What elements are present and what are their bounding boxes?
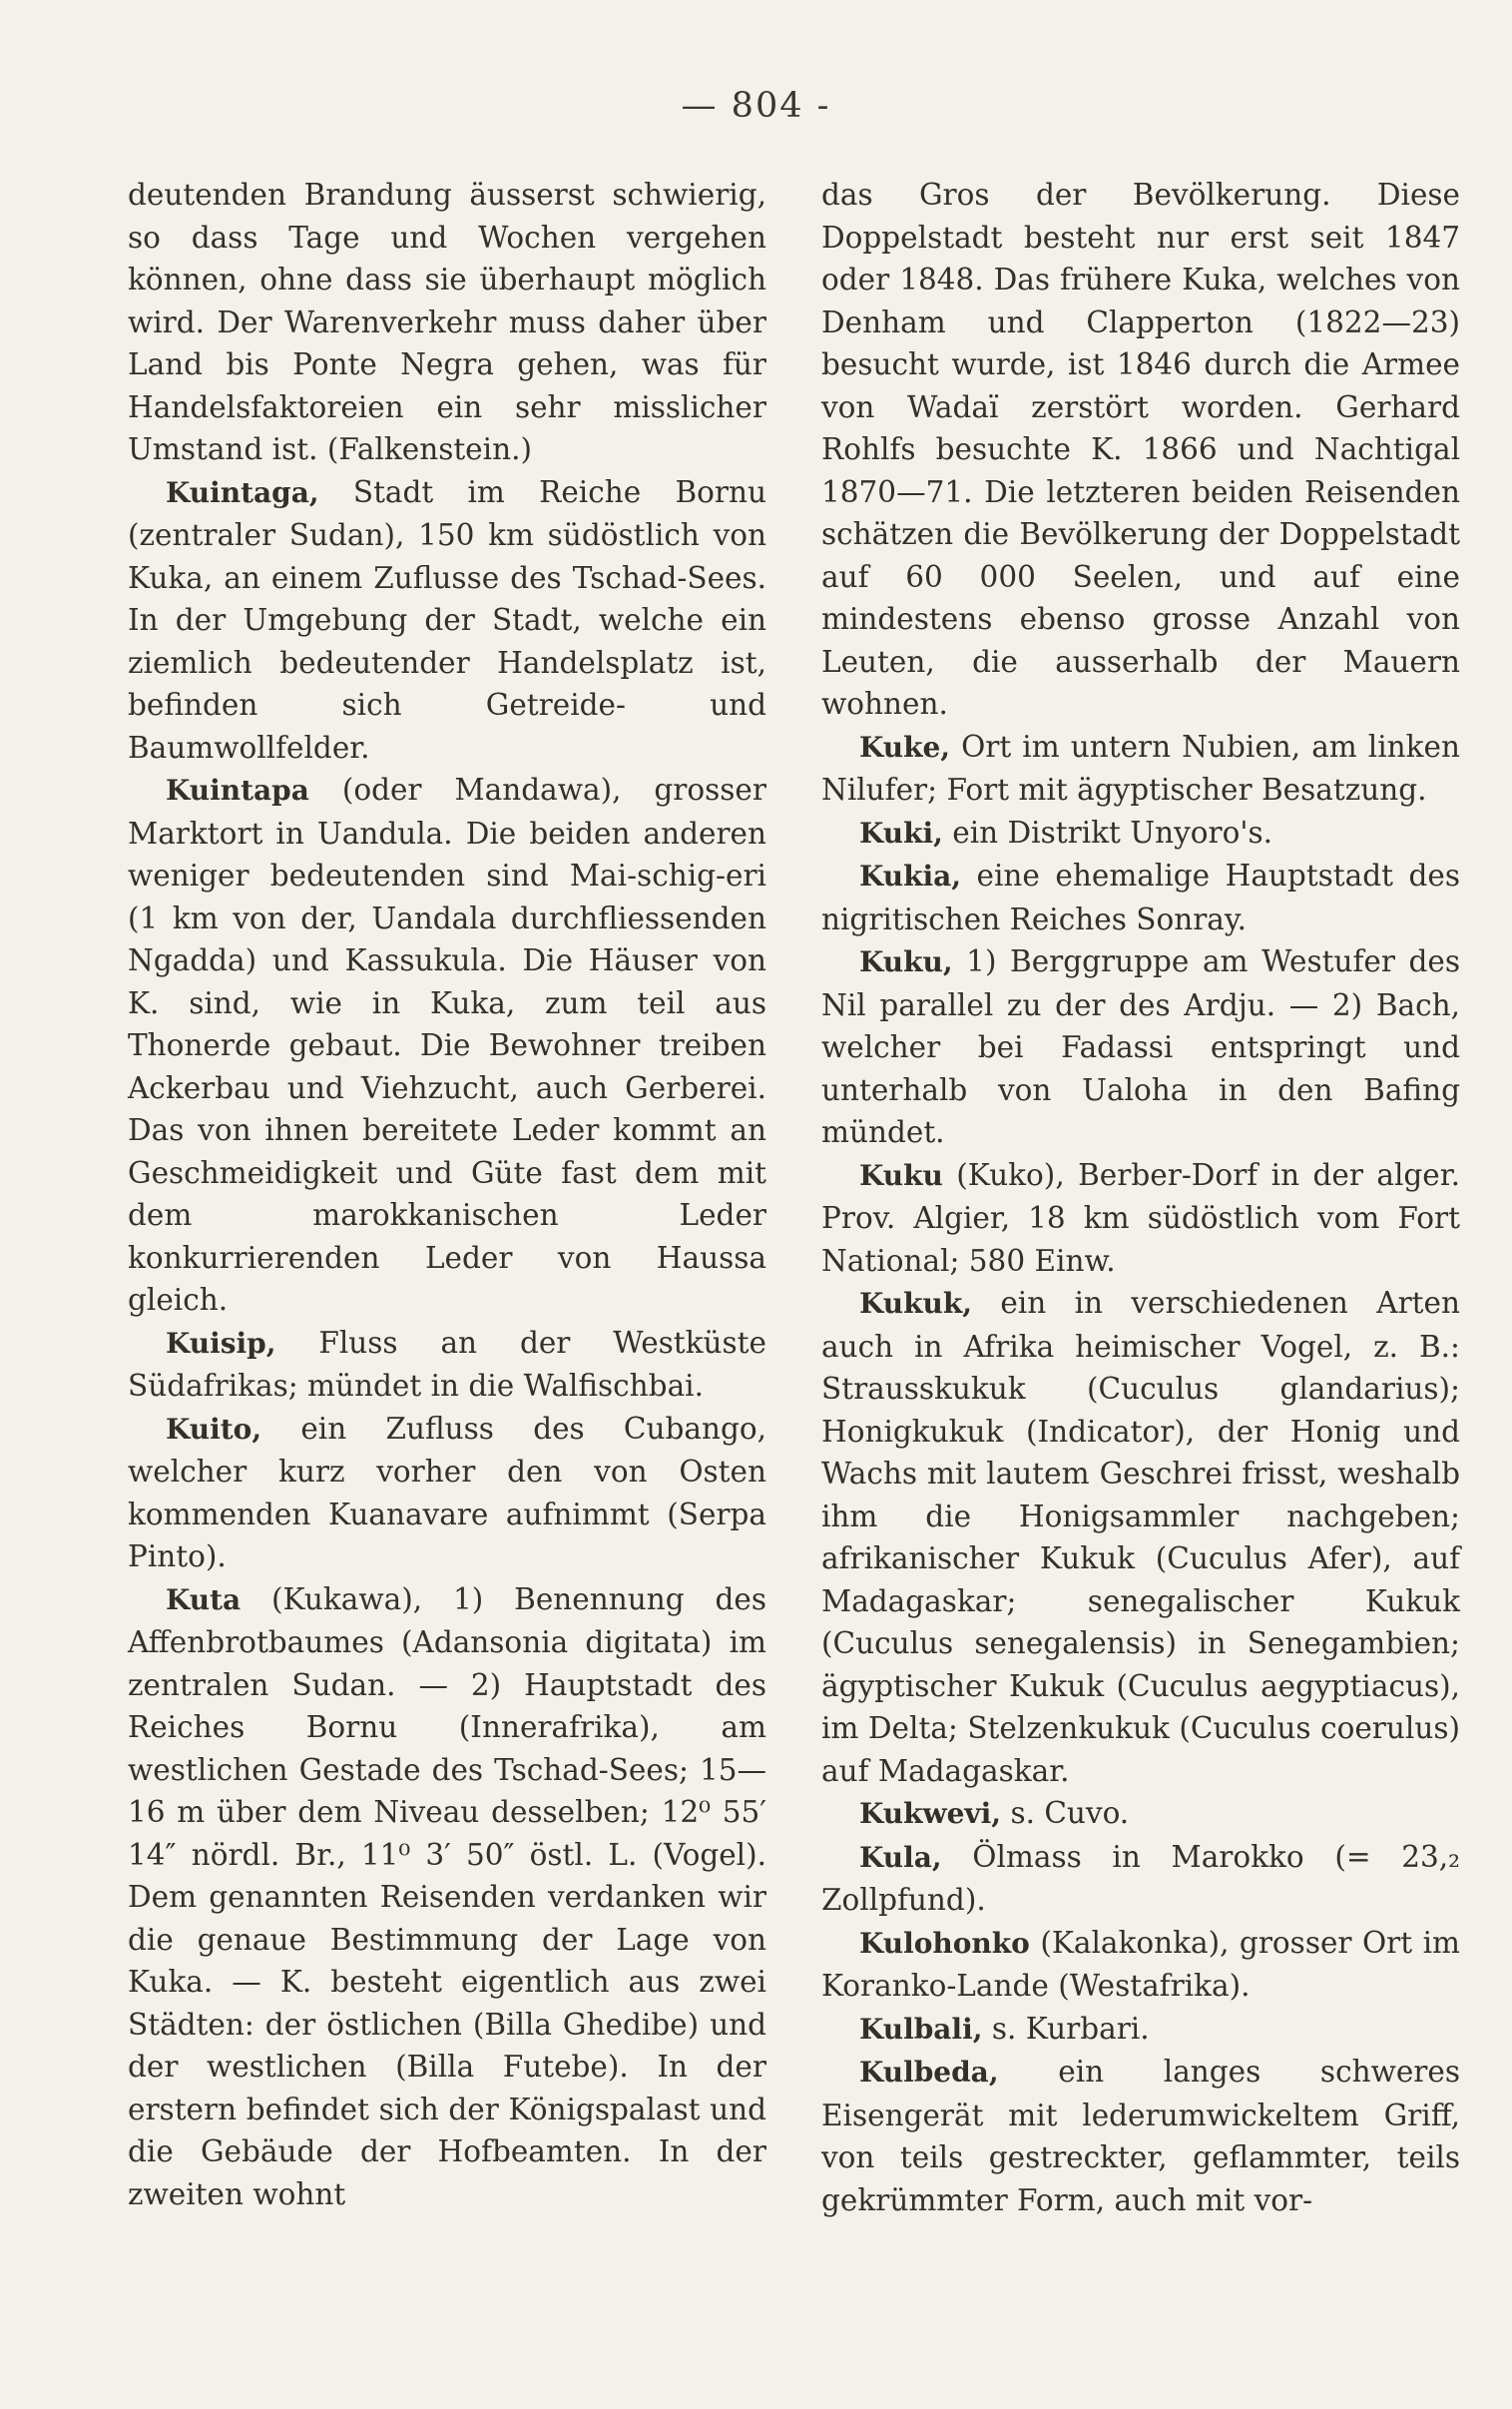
entry-headword: Kuintapa <box>166 774 309 807</box>
entry-text: das Gros der Bevölkerung. Diese Doppelstadt besteht nur erst seit 1847 oder 1848. Das frühere Kuka, welches von Denham und Clapperton (1822—23) besucht wurde, ist 1846 durch die Armee von Wadaï zerstört worden. Gerhard Rohlfs besuchte K. 1866 und Nachtigal 1870—71. Die letzteren beiden Reisenden schätzen die Bevölkerung der Doppelstadt auf 60 000 Seelen, und auf eine mindestens ebenso grosse Anzahl von Leuten, die ausserhalb der Mauern wohnen. <box>821 178 1460 721</box>
entry-headword: Kulbali, <box>859 2012 983 2046</box>
entry-kukwevi <box>821 1792 1460 1836</box>
left-column <box>128 174 766 2215</box>
entry-kuku-2 <box>821 1154 1460 1283</box>
page-number: — 804 - <box>681 86 831 126</box>
entry-text: (Kuko), Berber-Dorf in der alger. Prov. Algier, 18 km südöstlich vom Fort National; 580 Einw. <box>821 1157 1460 1278</box>
entry-headword: Kuku, <box>859 945 953 978</box>
entry-kuintaga <box>128 471 766 770</box>
entry-text: (Kalakonka), grosser Ort im Koranko-Lande (Westafrika). <box>821 1925 1460 2003</box>
entry-text: s. Cuvo. <box>1001 1796 1130 1830</box>
entry-headword: Kulohonko <box>859 1926 1030 1960</box>
entry-kuki <box>821 812 1460 856</box>
entry-headword: Kukia, <box>859 860 962 893</box>
entry-text: deutenden Brandung äusserst schwierig, so dass Tage und Wochen vergehen können, ohne dass sie überhaupt möglich wird. Der Warenverkehr muss daher über Land bis Ponte Negra gehen, was für Handelsfaktoreien ein sehr misslicher Umstand ist. (Falkenstein.) <box>128 178 766 466</box>
entry-kulbeda <box>821 2051 1460 2221</box>
entry-headword: Kula, <box>859 1840 942 1874</box>
entry-text: 1) Berggruppe am Westufer des Nil parallel zu der des Ardju. — 2) Bach, welcher bei Fadassi entspringt und unterhalb von Ualoha in den Bafing mündet. <box>821 944 1460 1149</box>
entry-kulbali <box>821 2008 1460 2052</box>
entry-kula <box>821 1836 1460 1922</box>
entry-kuito <box>128 1408 766 1578</box>
entry-headword: Kuintaga, <box>166 475 319 509</box>
entry-kulohonko <box>821 1922 1460 2008</box>
entry-headword: Kukwevi, <box>859 1797 1002 1830</box>
entry-headword: Kulbeda, <box>859 2056 999 2089</box>
entry-kuisip <box>128 1322 766 1408</box>
entry-kukia <box>821 855 1460 940</box>
entry-headword: Kuisip, <box>166 1326 276 1360</box>
entry-text: ein Distrikt Unyoro's. <box>942 815 1273 850</box>
entry-text: Fluss an der Westküste Südafrikas; mündet in die Walfischbai. <box>128 1325 766 1403</box>
entry-text: s. Kurbari. <box>982 2011 1150 2046</box>
entry-headword: Kuta <box>166 1582 242 1616</box>
entry-kuku-1 <box>821 940 1460 1154</box>
entry-continuation <box>821 174 1460 726</box>
entry-text: eine ehemalige Hauptstadt des nigritischen Reiches Sonray. <box>821 859 1460 936</box>
entry-headword: Kuki, <box>859 816 943 850</box>
entry-text: Ort im untern Nubien, am linken Nilufer; Fort mit ägyptischer Besatzung. <box>821 729 1460 807</box>
entry-text: Stadt im Reiche Bornu (zentraler Sudan), 150 km südöstlich von Kuka, an einem Zuflusse des Tschad-Sees. In der Umgebung der Stadt, welche ein ziemlich bedeutender Handelsplatz ist, befinden sich Getreide- und Baumwollfelder. <box>128 474 766 765</box>
entry-headword: Kukuk, <box>859 1287 972 1320</box>
entry-text: (oder Mandawa), grosser Marktort in Uandula. Die beiden anderen weniger bedeutenden sind Mai-schig-eri (1 km von der, Uandala durchfliessenden Ngadda) und Kassukula. Die Häuser von K. sind, wie in Kuka, zum teil aus Thonerde gebaut. Die Bewohner treiben Ackerbau und Viehzucht, auch Gerberei. Das von ihnen bereitete Leder kommt an Geschmeidigkeit und Güte fast dem mit dem marokkanischen Leder konkurrierenden Leder von Haussa gleich. <box>128 773 766 1317</box>
entry-kuke <box>821 726 1460 812</box>
entry-kuintapa <box>128 769 766 1322</box>
entry-headword: Kuku <box>859 1158 943 1192</box>
entry-headword: Kuke, <box>859 730 951 764</box>
entry-kuta <box>128 1578 766 2216</box>
entry-continuation <box>128 174 766 471</box>
right-column <box>821 174 1460 2221</box>
entry-headword: Kuito, <box>166 1412 262 1446</box>
entry-text: ein in verschiedenen Arten auch in Afrika heimischer Vogel, z. B.: Strausskukuk (Cuculus glandarius); Honigkukuk (Indicator), der Honig und Wachs mit lautem Geschrei frisst, weshalb ihm die Honigsammler nachgeben; afrikanischer Kukuk (Cuculus Afer), auf Madagaskar; senegalischer Kukuk (Cuculus senegalensis) in Senegambien; ägyptischer Kukuk (Cuculus aegyptiacus), im Delta; Stelzenkukuk (Cuculus coerulus) auf Madagaskar. <box>821 1286 1460 1788</box>
entry-text: Ölmass in Marokko (= 23,₂ Zollpfund). <box>821 1839 1460 1917</box>
entry-text: ein langes schweres Eisengerät mit lederumwickeltem Griff, von teils gestreckter, geflammter, teils gekrümmter Form, auch mit vor- <box>821 2055 1460 2217</box>
entry-kukuk <box>821 1282 1460 1792</box>
entry-text: ein Zufluss des Cubango, welcher kurz vorher den von Osten kommenden Kuanavare aufnimmt (Serpa Pinto). <box>128 1411 766 1573</box>
entry-text: (Kukawa), 1) Benennung des Affenbrotbaumes (Adansonia digitata) im zentralen Sudan. — 2) Hauptstadt des Reiches Bornu (Innerafrika), am westlichen Gestade des Tschad-Sees; 15—16 m über dem Niveau desselben; 12⁰ 55′ 14″ nördl. Br., 11⁰ 3′ 50″ östl. L. (Vogel). Dem genannten Reisenden verdanken wir die genaue Bestimmung der Lage von Kuka. — K. besteht eigentlich aus zwei Städten: der östlichen (Billa Ghedibe) und der westlichen (Billa Futebe). In der erstern befindet sich der Königspalast und die Gebäude der Hofbeamten. In der zweiten wohnt <box>128 1581 766 2211</box>
